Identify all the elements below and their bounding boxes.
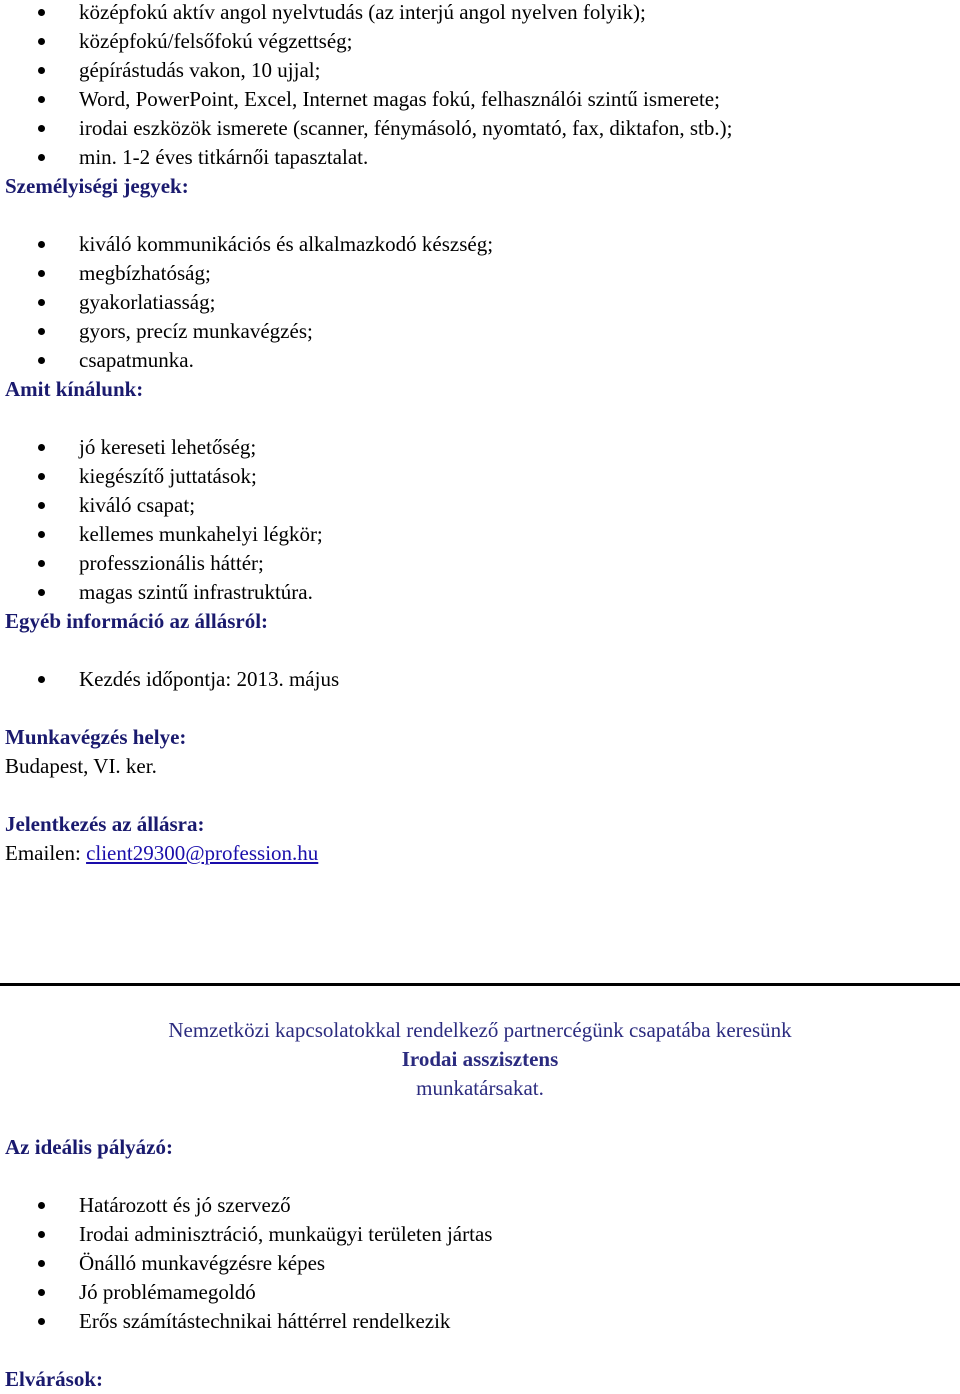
ideal-heading: Az ideális pályázó: xyxy=(5,1135,173,1159)
bullet-icon xyxy=(38,357,45,364)
expect-heading: Elvárások: xyxy=(5,1367,104,1391)
list-item: Határozott és jó szervező xyxy=(0,1191,960,1220)
offer-heading: Amit kínálunk: xyxy=(5,377,144,401)
personality-heading: Személyiségi jegyek: xyxy=(5,174,189,198)
second-ad-body xyxy=(0,1133,960,1394)
bullet-icon xyxy=(38,270,45,277)
apply-prefix: Emailen: xyxy=(5,841,87,865)
personality-list xyxy=(0,230,960,375)
apply-line xyxy=(0,839,960,868)
requirements-list xyxy=(0,0,960,172)
list-item: gyakorlatiasság; xyxy=(0,288,960,317)
bullet-icon xyxy=(38,328,45,335)
list-item: Erős számítástechnikai háttérrel rendelkezik xyxy=(0,1307,960,1336)
intro-text: Nemzetközi kapcsolatokkal rendelkező partnercégünk csapatába keresünk xyxy=(168,1018,792,1042)
bullet-icon xyxy=(38,96,45,103)
workplace-heading: Munkavégzés helye: xyxy=(5,725,187,749)
horizontal-divider xyxy=(0,983,960,986)
list-item: gyors, precíz munkavégzés; xyxy=(0,317,960,346)
email-link[interactable]: client29300@profession.hu xyxy=(86,841,319,865)
bullet-icon xyxy=(38,473,45,480)
bullet-icon xyxy=(38,560,45,567)
bullet-icon xyxy=(38,502,45,509)
bullet-icon xyxy=(38,38,45,45)
other-info-heading: Egyéb információ az állásról: xyxy=(5,609,269,633)
apply-heading: Jelentkezés az állásra: xyxy=(5,812,205,836)
second-ad-intro xyxy=(0,1016,960,1103)
bullet-icon xyxy=(38,241,45,248)
bullet-icon xyxy=(38,67,45,74)
bullet-icon xyxy=(38,589,45,596)
other-info-list xyxy=(0,665,960,694)
list-item: csapatmunka. xyxy=(0,346,960,375)
list-item: középfokú aktív angol nyelvtudás (az interjú angol nyelven folyik); xyxy=(0,0,960,27)
bullet-icon xyxy=(38,1289,45,1296)
list-item: Jó problémamegoldó xyxy=(0,1278,960,1307)
bullet-icon xyxy=(38,1318,45,1325)
list-item: Kezdés időpontja: 2013. május xyxy=(0,665,960,694)
list-item: min. 1-2 éves titkárnői tapasztalat. xyxy=(0,143,960,172)
ideal-list xyxy=(0,1191,960,1336)
list-item: kiegészítő juttatások; xyxy=(0,462,960,491)
bullet-icon xyxy=(38,154,45,161)
list-item: jó kereseti lehetőség; xyxy=(0,433,960,462)
list-item: kiváló csapat; xyxy=(0,491,960,520)
workplace-value: Budapest, VI. ker. xyxy=(5,754,157,778)
bullet-icon xyxy=(38,299,45,306)
list-item: irodai eszközök ismerete (scanner, fénymásoló, nyomtató, fax, diktafon, stb.); xyxy=(0,114,960,143)
list-item: középfokú/felsőfokú végzettség; xyxy=(0,27,960,56)
bullet-icon xyxy=(38,444,45,451)
list-item: professzionális háttér; xyxy=(0,549,960,578)
bullet-icon xyxy=(38,531,45,538)
list-item: gépírástudás vakon, 10 ujjal; xyxy=(0,56,960,85)
bullet-icon xyxy=(38,1260,45,1267)
list-item: kellemes munkahelyi légkör; xyxy=(0,520,960,549)
list-item: kiváló kommunikációs és alkalmazkodó készség; xyxy=(0,230,960,259)
offer-list xyxy=(0,433,960,607)
position-title: Irodai asszisztens xyxy=(401,1047,559,1071)
list-item: magas szintű infrastruktúra. xyxy=(0,578,960,607)
list-item: Önálló munkavégzésre képes xyxy=(0,1249,960,1278)
bullet-icon xyxy=(38,676,45,683)
list-item: megbízhatóság; xyxy=(0,259,960,288)
bullet-icon xyxy=(38,1231,45,1238)
list-item: Word, PowerPoint, Excel, Internet magas fokú, felhasználói szintű ismerete; xyxy=(0,85,960,114)
bullet-icon xyxy=(38,1202,45,1209)
list-item: Irodai adminisztráció, munkaügyi területen jártas xyxy=(0,1220,960,1249)
outro-text: munkatársakat. xyxy=(416,1076,544,1100)
bullet-icon xyxy=(38,9,45,16)
bullet-icon xyxy=(38,125,45,132)
